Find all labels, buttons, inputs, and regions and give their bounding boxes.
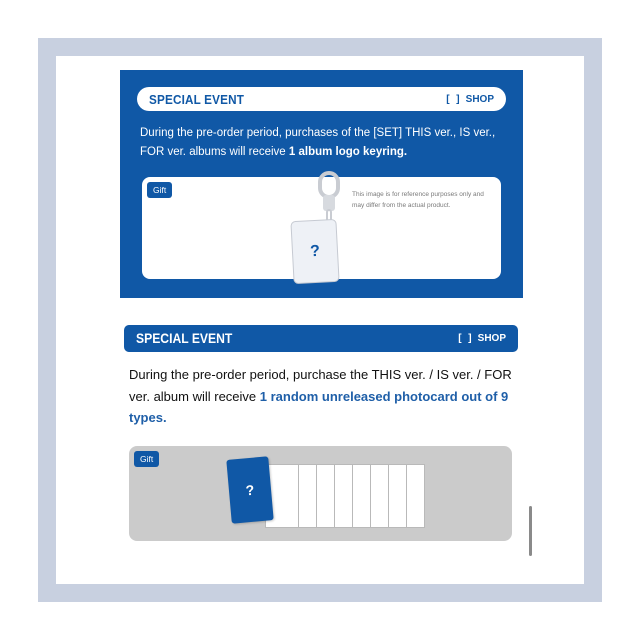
- reference-disclaimer: This image is for reference purposes only and may differ from the actual product.: [352, 191, 484, 209]
- event-description: During the pre-order period, purchases of the [SET] THIS ver., IS ver., FOR ver. albums will receive 1 album logo keyring.: [140, 127, 496, 158]
- photocard-front: [226, 456, 273, 523]
- special-event-keyring-panel: [120, 70, 523, 298]
- shop-bracket-icon: [ ]: [458, 333, 474, 344]
- gift-highlight: 1 album logo keyring.: [288, 146, 408, 158]
- shop-label: SHOP: [477, 333, 506, 344]
- event-title: SPECIAL EVENT: [149, 91, 245, 107]
- shop-link[interactable]: [446, 94, 494, 105]
- gift-badge: Gift: [134, 451, 159, 467]
- event-header: [137, 87, 506, 111]
- gift-badge: Gift: [147, 182, 172, 198]
- shop-label: SHOP: [465, 93, 494, 105]
- scrollbar[interactable]: [529, 506, 532, 556]
- shop-bracket-icon: [ ]: [446, 93, 462, 105]
- special-event-photocard-header: [124, 325, 518, 352]
- gift-highlight: 1 random unreleased photocard out of 9 types.: [129, 388, 509, 425]
- gift-card: [142, 177, 501, 279]
- question-mark: ?: [245, 481, 255, 499]
- event-description: During the pre-order period, purchase the THIS ver. / IS ver. / FOR ver. album will receive 1 random unreleased photocard out of 9 types.: [129, 367, 512, 425]
- keyring-image: [290, 219, 339, 284]
- question-mark: ?: [309, 242, 321, 260]
- shop-link[interactable]: [458, 333, 506, 344]
- photocard-gift-card: [129, 446, 512, 541]
- event-title: SPECIAL EVENT: [136, 331, 233, 346]
